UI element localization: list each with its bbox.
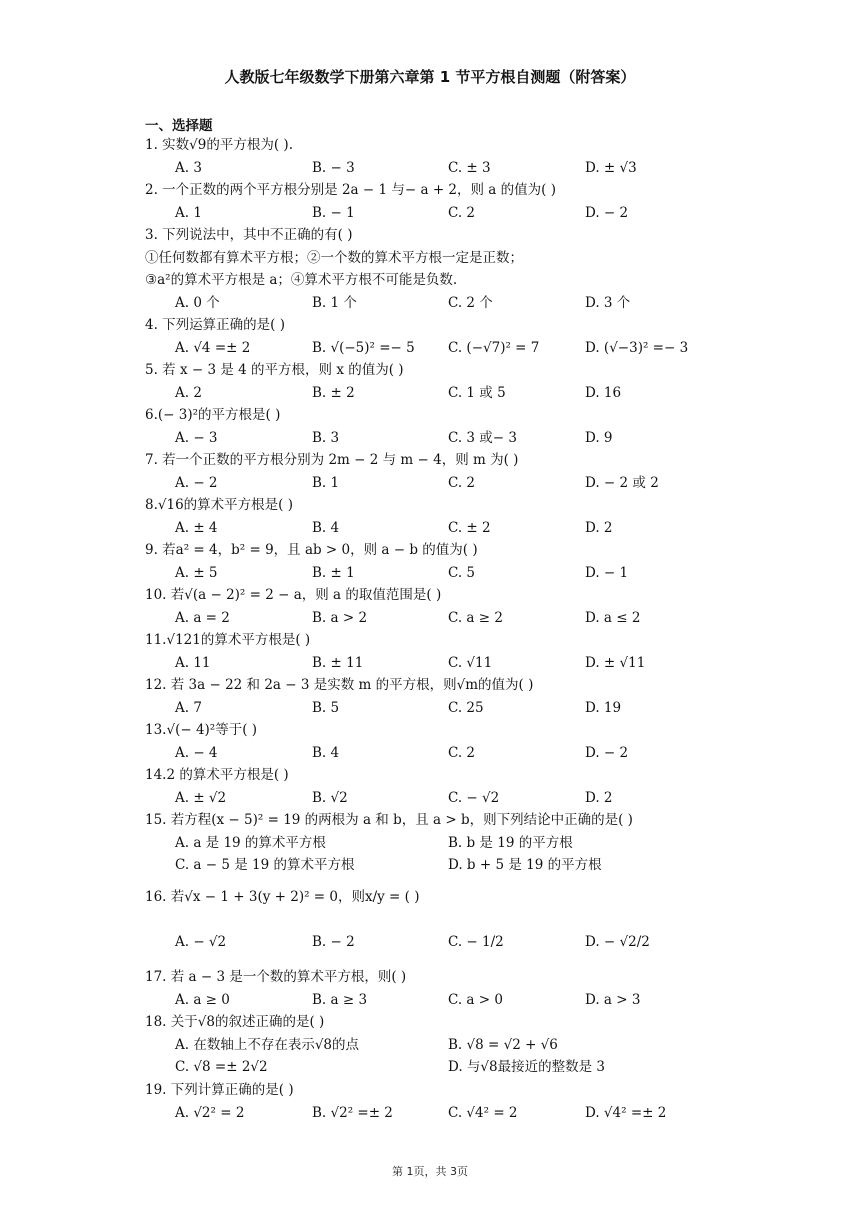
answer-option: A. ± √2 [175,789,227,806]
question-stem: 10. 若√(a − 2)² = 2 − a，则 a 的取值范围是( ) [145,587,442,603]
answer-option: B. 1 [312,474,340,491]
answer-option: A. 在数轴上不存在表示√8的点 [175,1036,360,1053]
answer-option: C. 2 个 [448,294,493,311]
question-stem: 18. 关于√8的叙述正确的是( ) [145,1014,325,1030]
page-footer: 第 1页，共 3页 [392,1165,468,1178]
answer-option: D. √4² =± 2 [585,1104,667,1121]
question-stem: 3. 下列说法中，其中不正确的有( ) [145,227,353,243]
answer-option: D. − 2 或 2 [585,474,659,491]
answer-option: C. − √2 [448,789,500,806]
answer-option: D. (√−3)² =− 3 [585,339,689,356]
answer-option: A. − 2 [175,474,218,491]
answer-option: C. ± 3 [448,159,491,176]
answer-option: B. 5 [312,699,340,716]
answer-option: A. 0 个 [175,294,220,311]
answer-option: B. 3 [312,429,340,446]
answer-option: A. − √2 [175,933,227,950]
question-stem: 1. 实数√9的平方根为( ). [145,137,293,153]
question-stem: 2. 一个正数的两个平方根分别是 2a − 1 与− a + 2，则 a 的值为( ) [145,182,556,198]
question-stem: 13.√(− 4)²等于( ) [145,722,258,738]
answer-option: C. ± 2 [448,519,491,536]
answer-option: A. √4 =± 2 [175,339,251,356]
answer-option: D. 2 [585,519,613,536]
answer-option: D. − 1 [585,564,629,581]
section-heading: 一、选择题 [145,118,213,134]
answer-option: C. √8 =± 2√2 [175,1059,268,1075]
answer-option: B. 4 [312,519,340,536]
answer-option: C. a − 5 是 19 的算术平方根 [175,857,355,873]
answer-option: A. ± 4 [175,519,218,536]
page-title: 人教版七年级数学下册第六章第 1 节平方根自测题（附答案） [224,68,636,86]
answer-option: B. a > 2 [312,609,368,626]
question-stem: 14.2 的算术平方根是( ) [145,767,289,783]
question-statement: ①任何数都有算术平方根；②一个数的算术平方根一定是正数； [145,249,523,266]
answer-option: A. 7 [175,699,202,716]
answer-option: B. √2 [312,789,348,806]
answer-option: A. − 4 [175,744,218,761]
answer-option: A. √2² = 2 [175,1104,245,1121]
answer-option: A. − 3 [175,429,218,446]
answer-option: A. 11 [175,654,211,671]
answer-option: D. a ≤ 2 [585,609,641,626]
question-stem: 7. 若一个正数的平方根分别为 2m − 2 与 m − 4，则 m 为( ) [145,452,519,468]
answer-option: A. ± 5 [175,564,218,581]
answer-option: D. − √2/2 [585,933,650,950]
answer-option: A. a ≥ 0 [175,991,230,1008]
answer-option: A. 3 [175,159,202,176]
answer-option: B. − 3 [312,159,355,176]
question-stem: 19. 下列计算正确的是( ) [145,1082,294,1098]
question-stem: 6.(− 3)²的平方根是( ) [145,407,281,423]
answer-option: B. a ≥ 3 [312,991,368,1008]
question-stem: 12. 若 3a − 22 和 2a − 3 是实数 m 的平方根，则√m的值为( ) [145,677,534,693]
answer-option: A. 2 [175,384,202,401]
answer-option: C. 2 [448,474,476,491]
answer-option: C. 5 [448,564,476,581]
question-stem: 15. 若方程(x − 5)² = 19 的两根为 a 和 b，且 a > b，则下列结论中正确的是( ) [145,812,633,828]
question-stem: 5. 若 x − 3 是 4 的平方根，则 x 的值为( ) [145,362,404,378]
answer-option: C. − 1/2 [448,933,504,950]
answer-option: A. 1 [175,204,202,221]
answer-option: C. √4² = 2 [448,1104,518,1121]
answer-option: C. 2 [448,744,476,761]
answer-option: B. √2² =± 2 [312,1104,393,1121]
answer-option: C. (−√7)² = 7 [448,339,540,356]
answer-option: D. 16 [585,384,622,401]
answer-option: D. 9 [585,429,613,446]
answer-option: A. a 是 19 的算术平方根 [175,834,326,851]
answer-option: D. 2 [585,789,613,806]
answer-option: B. √8 = √2 + √6 [448,1036,558,1053]
answer-option: B. 4 [312,744,340,761]
answer-option: D. − 2 [585,204,629,221]
answer-option: C. √11 [448,654,493,671]
answer-option: D. 3 个 [585,294,631,311]
answer-option: D. − 2 [585,744,629,761]
answer-option: B. ± 1 [312,564,355,581]
answer-option: C. 1 或 5 [448,384,506,401]
answer-option: B. − 2 [312,933,355,950]
answer-option: B. − 1 [312,204,355,221]
question-stem: 9. 若a² = 4，b² = 9，且 ab > 0，则 a − b 的值为( ) [145,542,478,558]
question-stem: 8.√16的算术平方根是( ) [145,497,293,513]
answer-option: D. b + 5 是 19 的平方根 [448,857,602,873]
question-stem: 16. 若√x − 1 + 3(y + 2)² = 0，则x/y = ( ) [145,889,420,905]
answer-option: B. √(−5)² =− 5 [312,339,415,356]
question-statement: ③a²的算术平方根是 a；④算术平方根不可能是负数. [145,272,458,288]
answer-option: B. b 是 19 的平方根 [448,834,573,851]
question-stem: 4. 下列运算正确的是( ) [145,317,285,333]
answer-option: B. ± 2 [312,384,355,401]
answer-option: C. 3 或− 3 [448,429,518,446]
answer-option: C. 2 [448,204,476,221]
answer-option: B. 1 个 [312,294,357,311]
answer-option: C. 25 [448,699,484,716]
answer-option: B. ± 11 [312,654,364,671]
answer-option: D. ± √3 [585,159,637,176]
answer-option: D. a > 3 [585,991,641,1008]
answer-option: C. a > 0 [448,991,503,1008]
answer-option: D. ± √11 [585,654,646,671]
answer-option: D. 19 [585,699,622,716]
answer-option: C. a ≥ 2 [448,609,503,626]
question-stem: 17. 若 a − 3 是一个数的算术平方根，则( ) [145,969,407,985]
answer-option: D. 与√8最接近的整数是 3 [448,1059,605,1075]
question-stem: 11.√121的算术平方根是( ) [145,632,311,648]
answer-option: A. a = 2 [175,609,230,626]
